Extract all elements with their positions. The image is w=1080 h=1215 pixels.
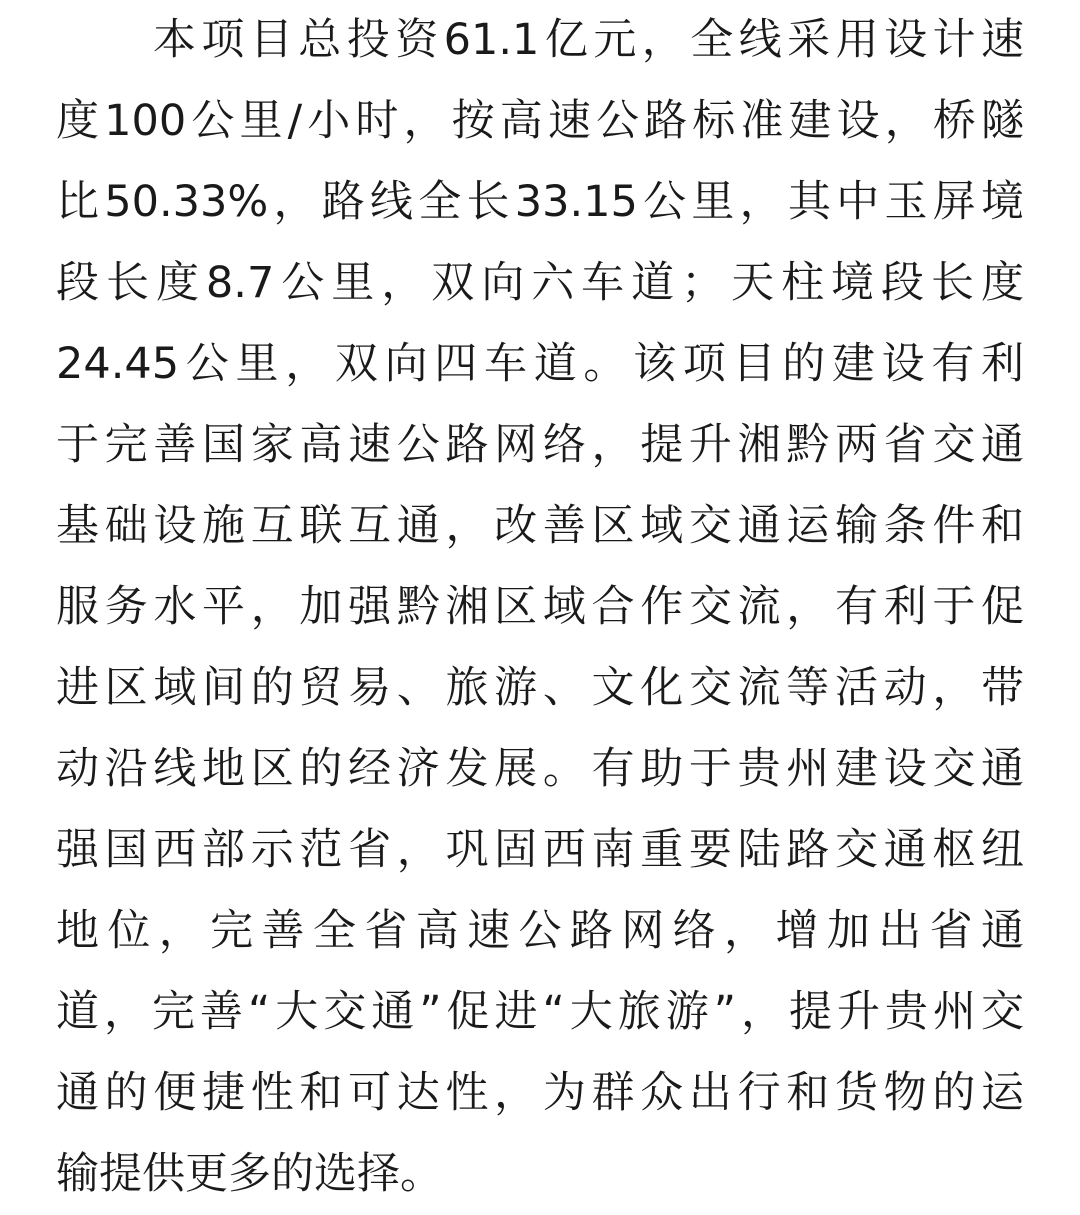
- paragraph-line: 24.45公里，双向四车道。该项目的建设有利: [56, 339, 1024, 389]
- paragraph-line: 动沿线地区的经济发展。有助于贵州建设交通: [56, 744, 1024, 794]
- paragraph-line: 度100公里/小时，按高速公路标准建设，桥隧: [56, 96, 1024, 146]
- paragraph-line: 比50.33%，路线全长33.15公里，其中玉屏境: [56, 177, 1024, 227]
- article-body: [56, 0, 1024, 1215]
- paragraph-line: 于完善国家高速公路网络，提升湘黔两省交通: [56, 420, 1024, 470]
- paragraph-line: 本项目总投资61.1亿元，全线采用设计速: [56, 15, 1024, 65]
- paragraph-line: 通的便捷性和可达性，为群众出行和货物的运: [56, 1068, 1024, 1118]
- paragraph-line: 输提供更多的选择。: [56, 1149, 443, 1199]
- paragraph-line: 段长度8.7公里，双向六车道；天柱境段长度: [56, 258, 1024, 308]
- paragraph-line: 基础设施互联互通，改善区域交通运输条件和: [56, 501, 1024, 551]
- paragraph-line: 强国西部示范省，巩固西南重要陆路交通枢纽: [56, 825, 1024, 875]
- paragraph-line: 进区域间的贸易、旅游、文化交流等活动，带: [56, 663, 1024, 713]
- paragraph-line: 地位，完善全省高速公路网络，增加出省通: [56, 906, 1024, 956]
- paragraph-line: 服务水平，加强黔湘区域合作交流，有利于促: [56, 582, 1024, 632]
- paragraph-line: 道，完善“大交通”促进“大旅游”，提升贵州交: [56, 987, 1024, 1037]
